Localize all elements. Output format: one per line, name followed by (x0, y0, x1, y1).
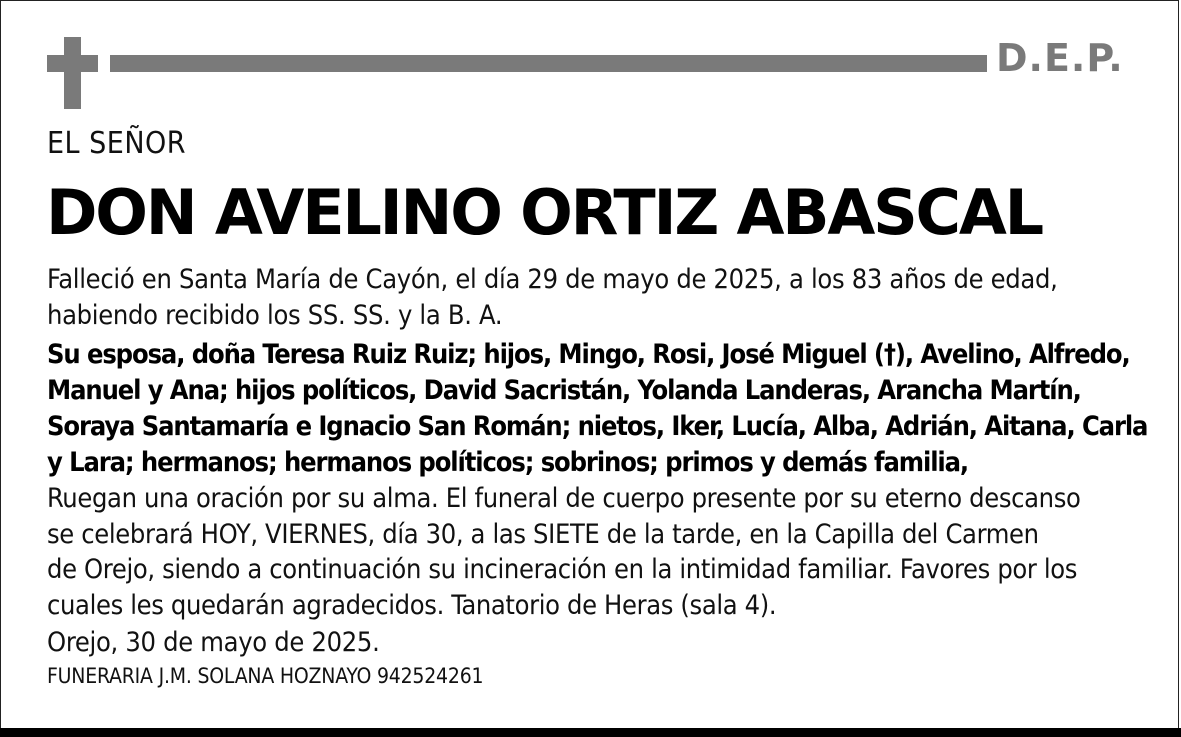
family-line: Soraya Santamaría e Ignacio San Román; nietos, Iker, Lucía, Alba, Adrián, Aitana, Carla (47, 411, 1148, 442)
cross-icon-bar (47, 55, 98, 72)
pre-title: EL SEÑOR (47, 126, 187, 161)
dep-label: D.E.P. (996, 36, 1124, 80)
family-line: Su esposa, doña Teresa Ruiz Ruiz; hijos, Mingo, Rosi, José Miguel (†), Avelino, Alfredo, (47, 339, 1130, 370)
funeral-line: Ruegan una oración por su alma. El funeral de cuerpo presente por su eterno descanso (47, 483, 1081, 514)
place-date: Orejo, 30 de mayo de 2025. (47, 627, 380, 658)
death-notice-line: habiendo recibido los SS. SS. y la B. A. (47, 299, 503, 331)
death-notice (47, 262, 1137, 333)
funeral-line: se celebrará HOY, VIERNES, día 30, a las SIETE de la tarde, en la Capilla del Carmen (47, 518, 1039, 550)
deceased-name: DON AVELINO ORTIZ ABASCAL (46, 176, 1042, 249)
family-line: Manuel y Ana; hijos políticos, David Sacristán, Yolanda Landeras, Arancha Martín, (47, 375, 1081, 406)
header-rule (110, 55, 987, 72)
cross-icon (64, 37, 81, 109)
family-line: y Lara; hermanos; hermanos políticos; sobrinos; primos y demás familia, (47, 447, 969, 478)
funeral-line: cuales les quedarán agradecidos. Tanatorio de Heras (sala 4). (47, 589, 777, 621)
bottom-rule (0, 728, 1181, 737)
death-notice-line: Falleció en Santa María de Cayón, el día 29 de mayo de 2025, a los 83 años de edad, (47, 264, 1058, 295)
family-list (47, 337, 1148, 481)
funeral-info (47, 481, 1137, 623)
funeral-line: de Orejo, siendo a continuación su incineración en la intimidad familiar. Favores por los (47, 554, 1078, 585)
funeral-home: FUNERARIA J.M. SOLANA HOZNAYO 942524261 (47, 664, 484, 688)
